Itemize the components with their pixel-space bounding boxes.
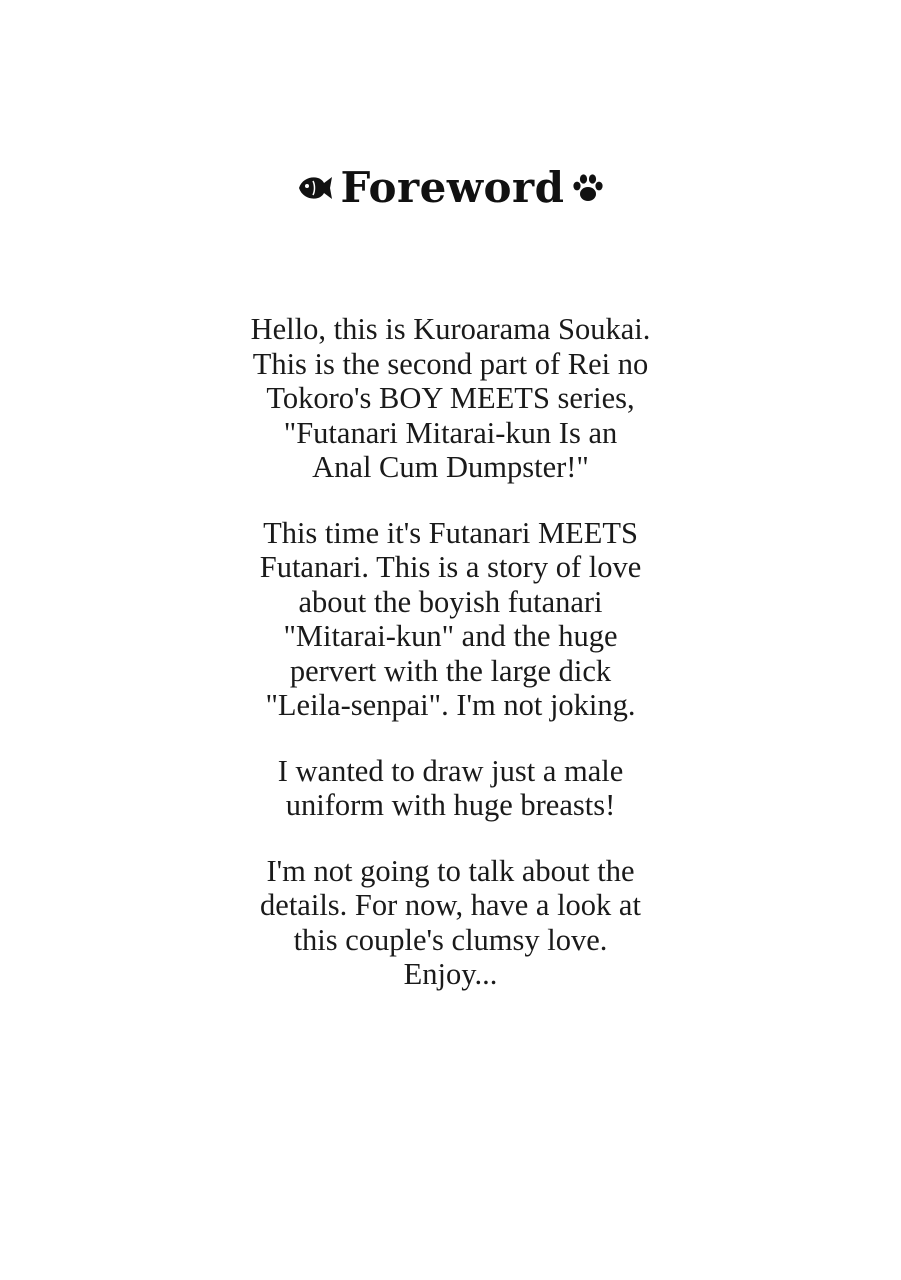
- text-line: Tokoro's BOY MEETS series,: [266, 381, 635, 415]
- text-line: Enjoy...: [403, 957, 498, 991]
- text-line: pervert with the large dick: [289, 653, 612, 688]
- text-line: Anal Cum Dumpster!": [312, 450, 589, 484]
- paragraph-motivation: [0, 754, 901, 823]
- text-line: "Mitarai-kun" and the huge: [283, 619, 618, 653]
- text-line: uniform with huge breasts!: [285, 788, 616, 822]
- paragraph-closing: [0, 854, 901, 992]
- text-line: "Leila-senpai". I'm not joking.: [265, 688, 636, 722]
- text-line: Hello, this is Kuroarama Soukai.: [250, 312, 651, 346]
- paragraph-intro: [0, 312, 901, 485]
- paw-icon: [571, 172, 605, 204]
- text-line: "Futanari Mitarai-kun Is an: [283, 415, 618, 450]
- page-title: Foreword: [340, 163, 565, 212]
- text-line: about the boyish futanari: [298, 584, 603, 619]
- text-line: This time it's Futanari MEETS: [263, 515, 638, 550]
- fish-icon: [296, 173, 334, 203]
- foreword-body: [0, 312, 901, 1023]
- page-heading: [0, 163, 901, 212]
- text-line: details. For now, have a look at: [260, 888, 641, 922]
- paragraph-story: [0, 516, 901, 723]
- text-line: I'm not going to talk about the: [266, 853, 635, 888]
- text-line: Futanari. This is a story of love: [259, 550, 642, 584]
- text-line: This is the second part of Rei no: [252, 346, 649, 381]
- text-line: this couple's clumsy love.: [293, 922, 608, 957]
- text-line: I wanted to draw just a male: [277, 753, 624, 788]
